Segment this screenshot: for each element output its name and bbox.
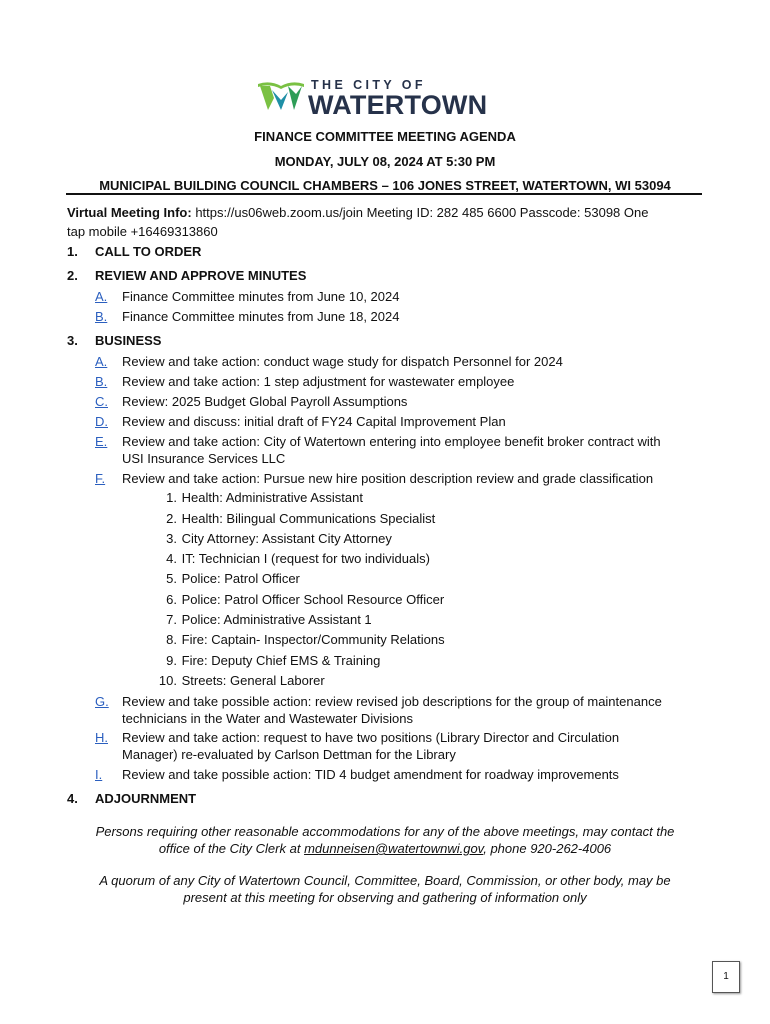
- position-text: City Attorney: Assistant City Attorney: [181, 531, 392, 546]
- position-text: Fire: Deputy Chief EMS & Training: [181, 653, 381, 668]
- city-of-watertown-logo-mark: [258, 80, 304, 116]
- item-text: Finance Committee minutes from June 18, 2024: [122, 309, 400, 324]
- meeting-date: MONDAY, JULY 08, 2024 AT 5:30 PM: [274, 154, 496, 169]
- agenda-item: [95, 433, 705, 467]
- position-number: 1.: [166, 490, 177, 505]
- item-link[interactable]: H.: [95, 730, 108, 745]
- item-text-continued: technicians in the Water and Wastewater Divisions: [122, 711, 413, 726]
- section-number: 1.: [67, 244, 78, 259]
- header-divider: [66, 193, 702, 195]
- agenda-item: [95, 413, 705, 430]
- logo-text-big: WATERTOWN: [308, 90, 488, 120]
- position-item: [150, 551, 650, 566]
- quorum-line1: A quorum of any City of Watertown Council, Committee, Board, Commission, or other body, may be: [99, 873, 671, 888]
- section-title: ADJOURNMENT: [95, 791, 197, 806]
- position-number: 4.: [166, 551, 177, 566]
- quorum-line2: present at this meeting for observing and gathering of information only: [183, 890, 587, 905]
- position-text: Health: Administrative Assistant: [181, 490, 363, 505]
- section-business: [67, 333, 161, 348]
- position-item: [150, 531, 650, 546]
- position-number: 2.: [166, 511, 177, 526]
- position-text: IT: Technician I (request for two individuals): [181, 551, 430, 566]
- agenda-item: [95, 393, 705, 410]
- position-number: 8.: [166, 632, 177, 647]
- item-link[interactable]: A.: [95, 289, 108, 304]
- item-text: Review and take action: Pursue new hire position description review and grade classification: [122, 471, 654, 486]
- item-text: Review and take action: City of Watertown entering into employee benefit broker contract with: [122, 434, 661, 449]
- virtual-meeting-line2: tap mobile +16469313860: [67, 224, 218, 239]
- position-item: [150, 673, 650, 688]
- item-link[interactable]: B.: [95, 374, 108, 389]
- page-number: 1: [712, 961, 740, 993]
- agenda-item: [95, 308, 705, 325]
- item-text-continued: USI Insurance Services LLC: [122, 451, 286, 466]
- item-link[interactable]: G.: [95, 694, 109, 709]
- item-link[interactable]: F.: [95, 471, 106, 486]
- section-title: CALL TO ORDER: [95, 244, 202, 259]
- agenda-item: [95, 288, 705, 305]
- item-link[interactable]: C.: [95, 394, 108, 409]
- item-text: Review and take action: request to have two positions (Library Director and Circulation: [122, 730, 620, 745]
- clerk-email-link[interactable]: mdunneisen@watertownwi.gov: [304, 841, 484, 856]
- virtual-meeting-line1: https://us06web.zoom.us/join Meeting ID: 282 485 6600 Passcode: 53098 One: [191, 205, 649, 220]
- section-number: 3.: [67, 333, 78, 348]
- position-item: [150, 653, 650, 668]
- item-text: Review and take possible action: review revised job descriptions for the group of maintenance: [122, 694, 662, 709]
- position-text: Police: Administrative Assistant 1: [181, 612, 372, 627]
- item-text: Review and discuss: initial draft of FY24 Capital Improvement Plan: [122, 414, 506, 429]
- section-adjournment: [67, 791, 196, 806]
- section-review-minutes: [67, 268, 306, 283]
- position-number: 7.: [166, 612, 177, 627]
- city-logo: [258, 76, 514, 122]
- section-number: 4.: [67, 791, 78, 806]
- item-link[interactable]: I.: [95, 767, 103, 782]
- item-text: Review and take action: conduct wage study for dispatch Personnel for 2024: [122, 354, 563, 369]
- position-number: 10.: [158, 673, 177, 688]
- accommodations-note: [60, 823, 710, 857]
- position-text: Fire: Captain- Inspector/Community Relations: [181, 632, 445, 647]
- virtual-meeting-info: [67, 203, 697, 241]
- logo-text-small: THE CITY OF: [311, 78, 426, 92]
- item-link[interactable]: E.: [95, 434, 108, 449]
- position-item: [150, 592, 650, 607]
- virtual-meeting-label: Virtual Meeting Info:: [67, 205, 192, 220]
- accommodations-line2a: office of the City Clerk at: [158, 841, 305, 856]
- position-text: Streets: General Laborer: [181, 673, 325, 688]
- position-number: 6.: [166, 592, 177, 607]
- section-number: 2.: [67, 268, 78, 283]
- position-text: Police: Patrol Officer: [181, 571, 300, 586]
- position-item: [150, 490, 650, 505]
- accommodations-line2b: , phone 920-262-4006: [483, 841, 612, 856]
- section-call-to-order: [67, 244, 201, 259]
- position-number: 9.: [166, 653, 177, 668]
- section-title: BUSINESS: [95, 333, 162, 348]
- agenda-item: [95, 353, 705, 370]
- item-text: Finance Committee minutes from June 10, 2024: [122, 289, 400, 304]
- position-item: [150, 632, 650, 647]
- agenda-item: [95, 729, 705, 763]
- item-link[interactable]: D.: [95, 414, 108, 429]
- agenda-title: FINANCE COMMITTEE MEETING AGENDA: [254, 129, 516, 144]
- accommodations-line1: Persons requiring other reasonable accommodations for any of the above meetings, may contact the: [95, 824, 675, 839]
- position-item: [150, 612, 650, 627]
- item-link[interactable]: A.: [95, 354, 108, 369]
- item-link[interactable]: B.: [95, 309, 108, 324]
- position-item: [150, 511, 650, 526]
- position-number: 3.: [166, 531, 177, 546]
- position-item: [150, 571, 650, 586]
- item-text-continued: Manager) re-evaluated by Carlson Dettman for the Library: [122, 747, 456, 762]
- position-text: Police: Patrol Officer School Resource Officer: [181, 592, 445, 607]
- quorum-note: [60, 872, 710, 906]
- item-text: Review: 2025 Budget Global Payroll Assumptions: [122, 394, 408, 409]
- item-text: Review and take action: 1 step adjustment for wastewater employee: [122, 374, 515, 389]
- meeting-location: MUNICIPAL BUILDING COUNCIL CHAMBERS – 106 JONES STREET, WATERTOWN, WI 53094: [99, 178, 671, 193]
- agenda-item: [95, 470, 705, 487]
- section-title: REVIEW AND APPROVE MINUTES: [95, 268, 307, 283]
- agenda-item: [95, 766, 705, 783]
- agenda-item: [95, 373, 705, 390]
- item-text: Review and take possible action: TID 4 budget amendment for roadway improvements: [122, 767, 619, 782]
- position-text: Health: Bilingual Communications Specialist: [181, 511, 436, 526]
- position-number: 5.: [166, 571, 177, 586]
- agenda-item: [95, 693, 705, 727]
